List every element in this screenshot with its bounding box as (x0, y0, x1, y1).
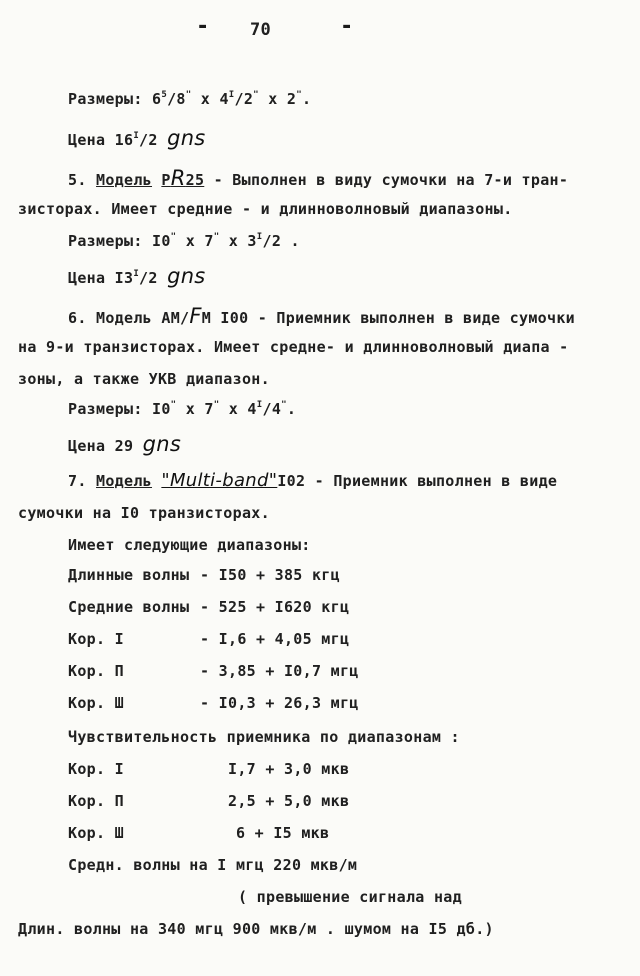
model4-sizes (68, 90, 311, 108)
sizes-value: x 7 (176, 232, 214, 250)
sensitivity-row (68, 824, 329, 842)
model6-sizes (68, 400, 296, 418)
inch-mark: " (281, 400, 287, 410)
handwritten-currency: gns (167, 264, 206, 288)
sizes-value: x 4 (191, 90, 229, 108)
handwritten-correction: "Multi-band" (161, 470, 278, 491)
model-description: - Приемник выполнен в виде сумочки (257, 309, 575, 327)
snr-note: ( превышение сигнала над (238, 888, 462, 906)
sensitivity-value: 2,5 + 5,0 мкв (228, 792, 350, 810)
model-code-typed: P (161, 171, 171, 189)
model-number: 6. (68, 309, 87, 327)
model-description: - Выполнен в виду сумочки на 7-и тран- (213, 171, 569, 189)
header-dash-right: - (340, 14, 354, 39)
model-code (161, 166, 205, 190)
sizes-sup: I (256, 232, 263, 242)
sensitivity-band: Кор. I (68, 760, 124, 778)
sensitivity-value: 6 + I5 мкв (236, 824, 330, 842)
model7-heading (68, 470, 557, 491)
sizes-sup: I (256, 400, 263, 410)
price-label: Цена I3 (68, 269, 134, 287)
sizes-value: x 3 (219, 232, 257, 250)
band-row (68, 598, 349, 616)
sensitivity-band: Кор. П (68, 792, 124, 810)
sizes-value: /2 (234, 90, 254, 108)
model-description: - Приемник выполнен в виде (314, 472, 558, 490)
price-value: /2 (139, 131, 158, 149)
band-range: - I50 + 385 кгц (200, 566, 340, 584)
model-code-typed: M I00 (201, 309, 249, 327)
model-number: 5. (68, 171, 87, 189)
sizes-value: /8 (167, 90, 186, 108)
sensitivity-row (68, 760, 349, 778)
model-description: . Имеет средние - и длинноволновый диапазоны. (92, 200, 513, 218)
model-code-typed: I02 (277, 472, 306, 490)
sizes-value: . (301, 90, 312, 108)
sensitivity-intro: Чувствительность приемника по диапазонам : (68, 728, 460, 746)
band-row (68, 694, 359, 712)
inch-mark: " (253, 90, 259, 100)
header-dash-left: - (196, 14, 210, 39)
handwritten-currency: gns (167, 126, 206, 150)
model7-desc-line2: сумочки на I0 транзисторах. (18, 504, 270, 522)
sizes-value: I0 (152, 232, 171, 250)
sizes-sup: I (228, 90, 235, 100)
inch-mark: " (213, 232, 220, 242)
sensitivity-row (68, 792, 349, 810)
model5-sizes (68, 232, 300, 250)
handwritten-currency: gns (142, 432, 182, 456)
price-sup: I (133, 269, 140, 279)
model-description: зисторах (18, 200, 93, 218)
model-code-typed: 25 (185, 171, 205, 189)
band-name: Кор. П (68, 662, 124, 680)
model6-price (68, 432, 181, 456)
sizes-label: Размеры: (68, 90, 143, 108)
model-word: Модель (96, 171, 153, 189)
model6-desc-line3: зоны, а также УКВ диапазон. (18, 370, 270, 388)
inch-mark: " (213, 400, 220, 410)
sizes-label: Размеры: (68, 232, 143, 250)
lw-sensitivity: Длин. волны на 340 мгц 900 мкв/м . шумом на I5 дб.) (18, 920, 494, 938)
sizes-value: x 4 (219, 400, 257, 418)
sizes-value: /2 . (262, 232, 300, 250)
model-number: 7. (68, 472, 87, 490)
sizes-value: /4 (262, 400, 282, 418)
model5-price (68, 264, 206, 288)
inch-mark: " (185, 90, 192, 100)
bands-intro: Имеет следующие диапазоны: (68, 536, 311, 554)
band-row (68, 566, 340, 584)
handwritten-correction: F (189, 304, 202, 328)
price-label: Цена 29 (68, 437, 134, 455)
model-code-typed: AM/ (161, 309, 190, 327)
model5-desc-line2 (18, 200, 513, 218)
price-sup: I (133, 131, 140, 141)
inch-mark: " (170, 400, 177, 410)
sizes-value: I0 (152, 400, 171, 418)
band-row (68, 630, 349, 648)
model-code (161, 304, 249, 328)
band-name: Кор. Ш (68, 694, 124, 712)
price-label: Цена 16 (68, 131, 134, 149)
model6-desc-line2: на 9-и транзисторах. Имеет средне- и длинноволновый диапа - (18, 338, 569, 356)
band-range: - 525 + I620 кгц (200, 598, 350, 616)
band-range: - I,6 + 4,05 мгц (200, 630, 350, 648)
band-name: Средние волны (68, 598, 190, 616)
sizes-value: 6 (152, 90, 162, 108)
period: . (286, 400, 297, 418)
band-name: Кор. I (68, 630, 124, 648)
band-range: - I0,3 + 26,3 мгц (200, 694, 359, 712)
handwritten-correction: R (170, 166, 186, 190)
price-value: /2 (139, 269, 158, 287)
inch-mark: " (296, 90, 302, 100)
model5-heading (68, 166, 568, 190)
inch-mark: " (170, 232, 177, 242)
mw-sensitivity: Средн. волны на I мгц 220 мкв/м (68, 856, 358, 874)
sizes-value: x 7 (176, 400, 214, 418)
band-name: Длинные волны (68, 566, 190, 584)
model-word: Модель (96, 309, 153, 327)
sensitivity-band: Кор. Ш (68, 824, 124, 842)
sensitivity-value: I,7 + 3,0 мкв (228, 760, 350, 778)
band-range: - 3,85 + I0,7 мгц (200, 662, 359, 680)
band-row (68, 662, 359, 680)
page-number: 70 (250, 20, 272, 40)
model-word: Модель (96, 472, 153, 490)
model4-price (68, 126, 206, 150)
sizes-value: x 2 (258, 90, 297, 108)
sizes-sup: 5 (161, 90, 168, 100)
sizes-label: Размеры: (68, 400, 143, 418)
model6-heading (68, 304, 575, 328)
